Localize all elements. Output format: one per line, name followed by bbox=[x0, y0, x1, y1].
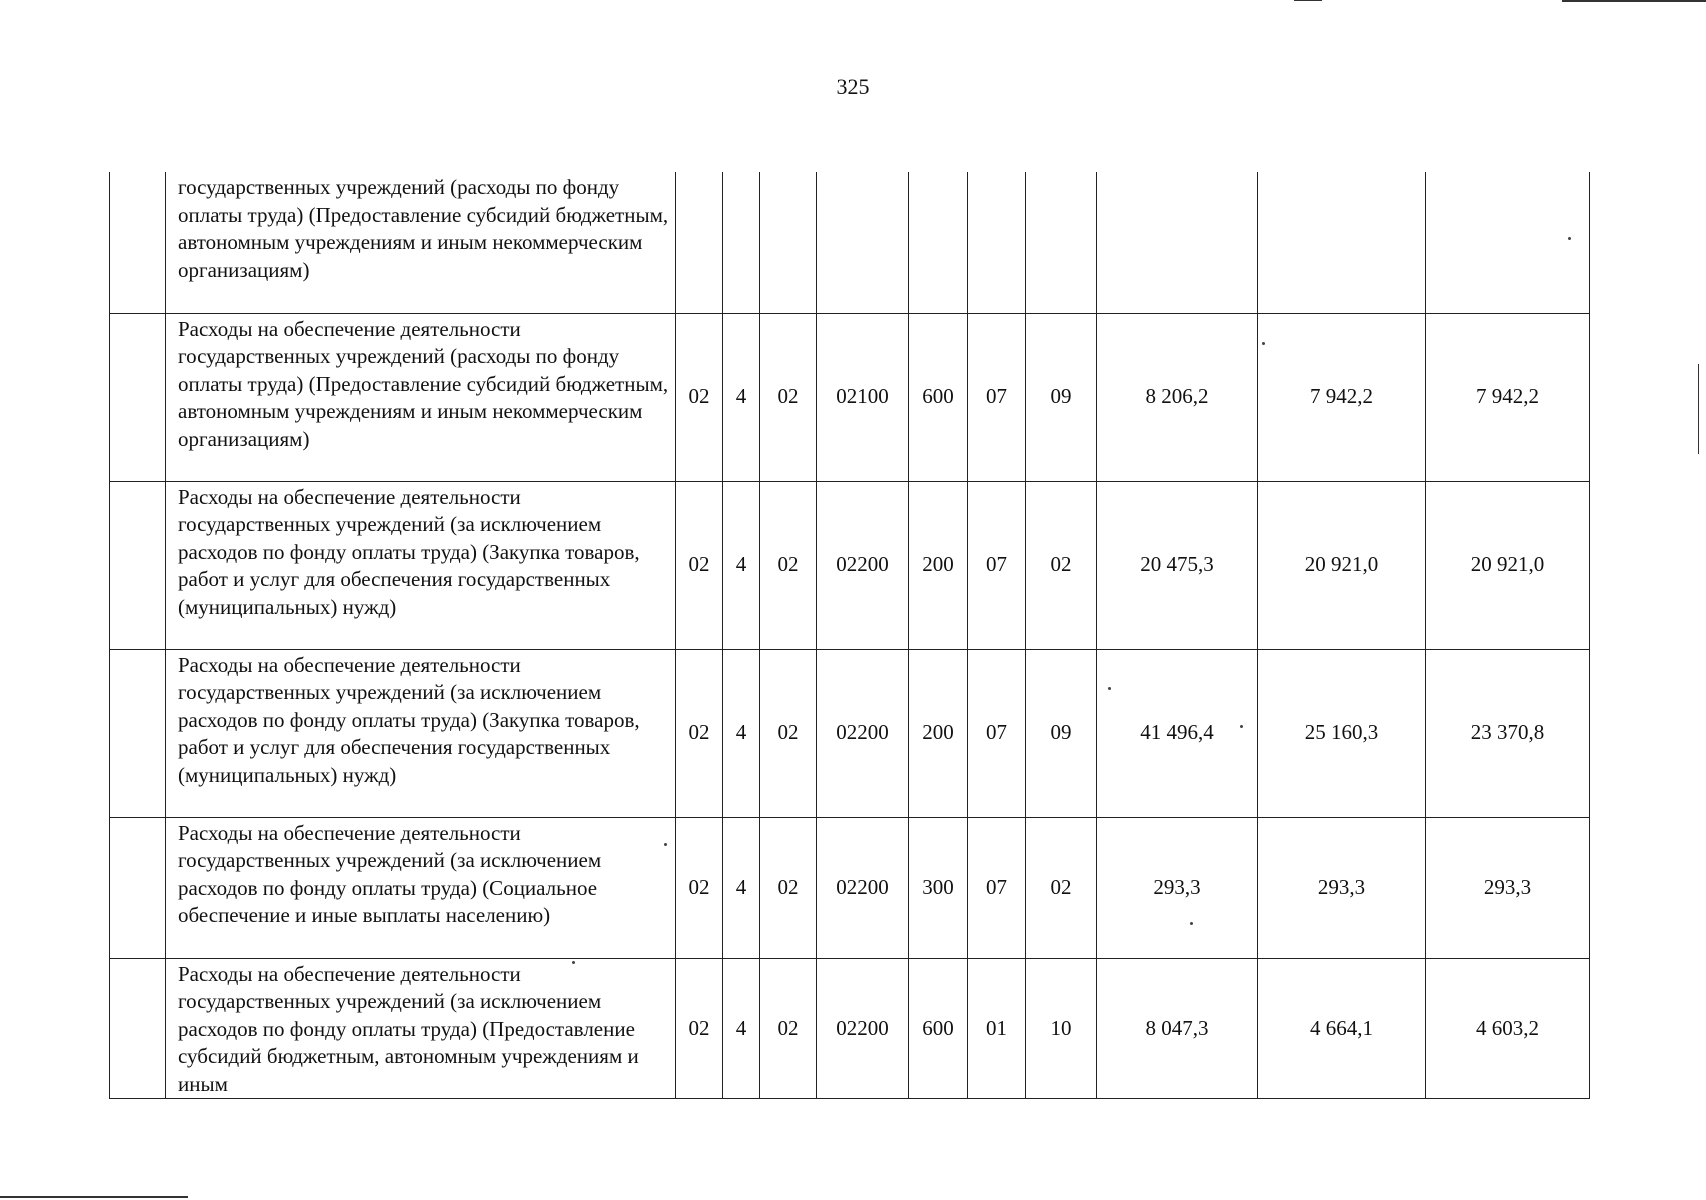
amount-cell bbox=[1097, 172, 1258, 313]
amount-cell: 293,3 bbox=[1426, 817, 1590, 958]
amount-cell: 4 664,1 bbox=[1258, 958, 1426, 1099]
row-index-cell bbox=[110, 649, 166, 817]
code-cell bbox=[968, 172, 1026, 313]
code-cell: 02 bbox=[676, 649, 723, 817]
amount-cell: 20 921,0 bbox=[1258, 481, 1426, 649]
budget-table bbox=[109, 172, 1590, 1099]
code-cell: 01 bbox=[968, 958, 1026, 1099]
row-description: Расходы на обеспечение деятельности государственных учреждений (за исключением расходов по фонду оплаты труда) (Предоставление субсидий бюджетным, автономным учреждениям и иным bbox=[166, 958, 676, 1099]
scan-artifact-dot bbox=[1262, 342, 1265, 345]
code-cell: 07 bbox=[968, 649, 1026, 817]
amount-cell bbox=[1258, 172, 1426, 313]
code-cell: 4 bbox=[723, 817, 760, 958]
code-cell: 600 bbox=[909, 958, 968, 1099]
amount-cell: 20 921,0 bbox=[1426, 481, 1590, 649]
code-cell: 4 bbox=[723, 958, 760, 1099]
row-index-cell bbox=[110, 958, 166, 1099]
code-cell bbox=[817, 172, 909, 313]
scan-artifact-line bbox=[0, 1196, 188, 1198]
page-number: 325 bbox=[836, 74, 870, 99]
code-cell: 4 bbox=[723, 313, 760, 481]
scan-artifact-dot bbox=[1568, 237, 1571, 240]
code-cell bbox=[909, 172, 968, 313]
row-description: Расходы на обеспечение деятельности государственных учреждений (за исключением расходов по фонду оплаты труда) (Социальное обеспечение и иные выплаты населению) bbox=[166, 817, 676, 958]
code-cell: 02 bbox=[1026, 817, 1097, 958]
row-index-cell bbox=[110, 172, 166, 313]
row-description: Расходы на обеспечение деятельности государственных учреждений (за исключением расходов по фонду оплаты труда) (Закупка товаров, работ и услуг для обеспечения государственных (муниципальных) нужд) bbox=[166, 481, 676, 649]
code-cell: 02 bbox=[676, 817, 723, 958]
code-cell: 02200 bbox=[817, 958, 909, 1099]
code-cell: 02 bbox=[760, 313, 817, 481]
code-cell bbox=[723, 172, 760, 313]
amount-cell: 7 942,2 bbox=[1258, 313, 1426, 481]
code-cell: 4 bbox=[723, 649, 760, 817]
code-cell: 200 bbox=[909, 481, 968, 649]
table-row bbox=[110, 958, 1590, 1099]
table-row bbox=[110, 481, 1590, 649]
table-row bbox=[110, 817, 1590, 958]
code-cell: 300 bbox=[909, 817, 968, 958]
amount-cell: 293,3 bbox=[1097, 817, 1258, 958]
code-cell: 600 bbox=[909, 313, 968, 481]
scan-artifact-line bbox=[1698, 364, 1699, 454]
code-cell: 4 bbox=[723, 481, 760, 649]
code-cell: 02 bbox=[1026, 481, 1097, 649]
code-cell bbox=[1026, 172, 1097, 313]
row-index-cell bbox=[110, 481, 166, 649]
code-cell: 02100 bbox=[817, 313, 909, 481]
scan-artifact-dot bbox=[1240, 725, 1243, 728]
code-cell: 09 bbox=[1026, 313, 1097, 481]
code-cell: 07 bbox=[968, 481, 1026, 649]
table-body bbox=[110, 172, 1590, 1099]
code-cell: 07 bbox=[968, 313, 1026, 481]
row-description: Расходы на обеспечение деятельности государственных учреждений (за исключением расходов по фонду оплаты труда) (Закупка товаров, работ и услуг для обеспечения государственных (муниципальных) нужд) bbox=[166, 649, 676, 817]
code-cell: 02200 bbox=[817, 481, 909, 649]
code-cell: 10 bbox=[1026, 958, 1097, 1099]
amount-cell: 41 496,4 bbox=[1097, 649, 1258, 817]
code-cell: 02 bbox=[760, 958, 817, 1099]
amount-cell: 4 603,2 bbox=[1426, 958, 1590, 1099]
amount-cell: 20 475,3 bbox=[1097, 481, 1258, 649]
scan-artifact-dot bbox=[1108, 687, 1111, 690]
scan-artifact-line bbox=[1294, 0, 1322, 1]
code-cell: 02 bbox=[676, 481, 723, 649]
amount-cell: 8 047,3 bbox=[1097, 958, 1258, 1099]
code-cell: 02200 bbox=[817, 649, 909, 817]
table-row bbox=[110, 649, 1590, 817]
table-row bbox=[110, 313, 1590, 481]
scan-artifact-line bbox=[1562, 0, 1706, 2]
amount-cell bbox=[1426, 172, 1590, 313]
row-index-cell bbox=[110, 313, 166, 481]
amount-cell: 8 206,2 bbox=[1097, 313, 1258, 481]
code-cell: 02 bbox=[676, 958, 723, 1099]
code-cell: 200 bbox=[909, 649, 968, 817]
scan-artifact-dot bbox=[664, 843, 667, 846]
code-cell: 02 bbox=[676, 313, 723, 481]
table-row bbox=[110, 172, 1590, 313]
code-cell: 02 bbox=[760, 649, 817, 817]
row-description: Расходы на обеспечение деятельности государственных учреждений (расходы по фонду оплаты труда) (Предоставление субсидий бюджетным, автономным учреждениям и иным некоммерческим организациям) bbox=[166, 313, 676, 481]
amount-cell: 25 160,3 bbox=[1258, 649, 1426, 817]
amount-cell: 7 942,2 bbox=[1426, 313, 1590, 481]
code-cell: 02200 bbox=[817, 817, 909, 958]
code-cell: 02 bbox=[760, 481, 817, 649]
scan-artifact-dot bbox=[1190, 922, 1193, 925]
code-cell bbox=[676, 172, 723, 313]
code-cell: 07 bbox=[968, 817, 1026, 958]
code-cell bbox=[760, 172, 817, 313]
row-description: государственных учреждений (расходы по фонду оплаты труда) (Предоставление субсидий бюджетным, автономным учреждениям и иным некоммерческим организациям) bbox=[166, 172, 676, 313]
amount-cell: 23 370,8 bbox=[1426, 649, 1590, 817]
scan-artifact-dot bbox=[572, 961, 575, 964]
code-cell: 09 bbox=[1026, 649, 1097, 817]
row-index-cell bbox=[110, 817, 166, 958]
code-cell: 02 bbox=[760, 817, 817, 958]
amount-cell: 293,3 bbox=[1258, 817, 1426, 958]
